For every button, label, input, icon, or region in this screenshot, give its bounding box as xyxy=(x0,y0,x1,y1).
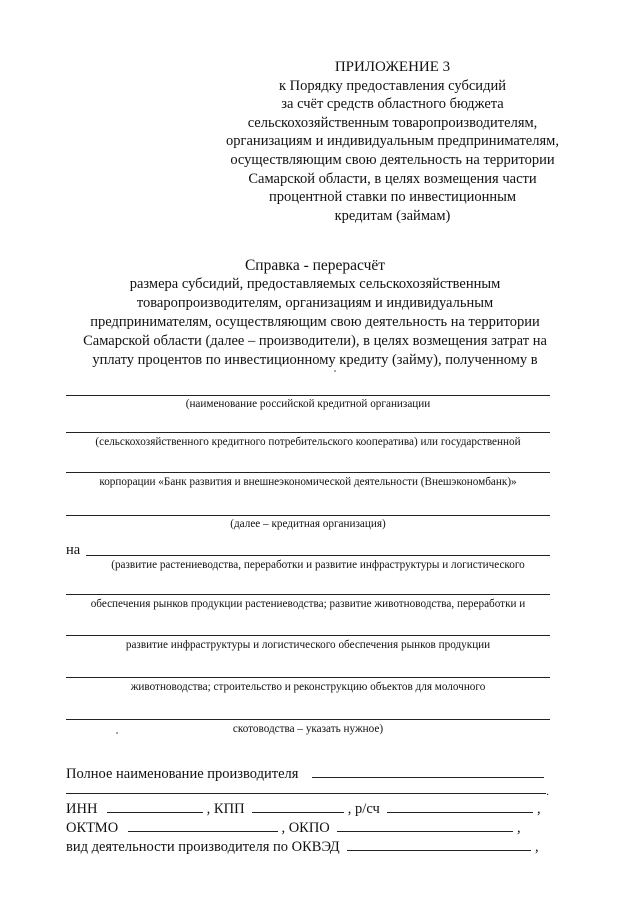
scan-speck xyxy=(334,370,336,372)
credit-org-caption-4: (далее – кредитная организация) xyxy=(230,518,386,530)
credit-org-caption-3: корпорации «Банк развития и внешнеэкономической деятельности (Внешэкономбанк)» xyxy=(99,476,517,488)
purpose-line-1[interactable] xyxy=(86,555,550,556)
appendix-line: кредитам (займам) xyxy=(334,207,451,224)
purpose-caption-4: животноводства; строительство и реконструкцию объектов для молочного xyxy=(130,681,486,693)
title-line: уплату процентов по инвестиционному кредиту (займу), полученному в xyxy=(92,352,538,368)
inn-kpp-account-row xyxy=(66,799,541,818)
credit-org-line-2[interactable] xyxy=(66,432,550,433)
full-name-line-2[interactable] xyxy=(66,793,546,794)
appendix-heading: ПРИЛОЖЕНИЕ 3 xyxy=(334,59,451,75)
purpose-caption-2: обеспечения рынков продукции растениеводства; развитие животноводства, переработки и xyxy=(90,598,526,610)
title-line: Самарской области (далее – производители), в целях возмещения затрат на xyxy=(83,333,547,349)
appendix-header xyxy=(220,58,565,225)
full-name-row xyxy=(66,764,544,783)
okpo-label: , ОКПО xyxy=(281,820,330,836)
purpose-caption-1: (развитие растениеводства, переработки и развитие инфраструктуры и логистического xyxy=(111,559,525,571)
appendix-line: сельскохозяйственным товаропроизводителям, xyxy=(247,114,538,131)
credit-org-line-4[interactable] xyxy=(66,515,550,516)
account-field[interactable] xyxy=(387,799,533,813)
na-label: на xyxy=(66,542,81,558)
account-label: , р/сч xyxy=(347,801,380,817)
title-heading: Справка - перерасчёт xyxy=(244,257,386,274)
title-line: размера субсидий, предоставляемых сельскохозяйственным xyxy=(129,276,501,292)
credit-org-caption-1: (наименование российской кредитной организации xyxy=(185,398,431,410)
appendix-line: к Порядку предоставления субсидий xyxy=(279,77,506,94)
inn-label: ИНН xyxy=(66,801,98,817)
appendix-line: Самарской области, в целях возмещения части xyxy=(248,170,537,187)
full-name-field[interactable] xyxy=(312,764,544,778)
kpp-field[interactable] xyxy=(252,799,344,813)
credit-org-caption-2: (сельскохозяйственного кредитного потребительского кооператива) или государственной xyxy=(95,436,521,448)
appendix-line: осуществляющим свою деятельность на территории xyxy=(230,151,555,168)
appendix-line: процентной ставки по инвестиционным xyxy=(268,189,517,206)
oktmo-field[interactable] xyxy=(128,818,278,832)
appendix-line: организациям и индивидуальным предпринимателям, xyxy=(226,133,559,150)
purpose-caption-5: скотоводства – указать нужное) xyxy=(232,723,384,735)
title-line: товаропроизводителям, организациям и индивидуальным xyxy=(136,295,494,311)
comma: , xyxy=(537,801,541,817)
okved-field[interactable] xyxy=(347,837,531,851)
inn-field[interactable] xyxy=(107,799,203,813)
comma: , xyxy=(517,820,521,836)
comma: , xyxy=(534,839,539,855)
okved-label: вид деятельности производителя по ОКВЭД xyxy=(66,839,340,855)
title-line: предпринимателям, осуществляющим свою деятельность на территории xyxy=(90,314,540,330)
scan-speck xyxy=(116,732,118,734)
oktmo-label: ОКТМО xyxy=(66,820,119,836)
full-name-end-dot: . xyxy=(546,784,549,798)
oktmo-okpo-row xyxy=(66,818,521,837)
purpose-line-5[interactable] xyxy=(66,719,550,720)
purpose-line-4[interactable] xyxy=(66,677,550,678)
credit-org-line-1[interactable] xyxy=(66,395,550,396)
credit-org-line-3[interactable] xyxy=(66,472,550,473)
purpose-line-3[interactable] xyxy=(66,635,550,636)
document-title xyxy=(55,256,575,370)
full-name-label: Полное наименование производителя xyxy=(66,766,299,782)
purpose-caption-3: развитие инфраструктуры и логистического обеспечения рынков продукции xyxy=(125,639,491,651)
okpo-field[interactable] xyxy=(337,818,513,832)
appendix-line: за счёт средств областного бюджета xyxy=(281,96,504,113)
okved-row xyxy=(66,837,539,856)
purpose-line-2[interactable] xyxy=(66,594,550,595)
kpp-label: , КПП xyxy=(206,801,245,817)
